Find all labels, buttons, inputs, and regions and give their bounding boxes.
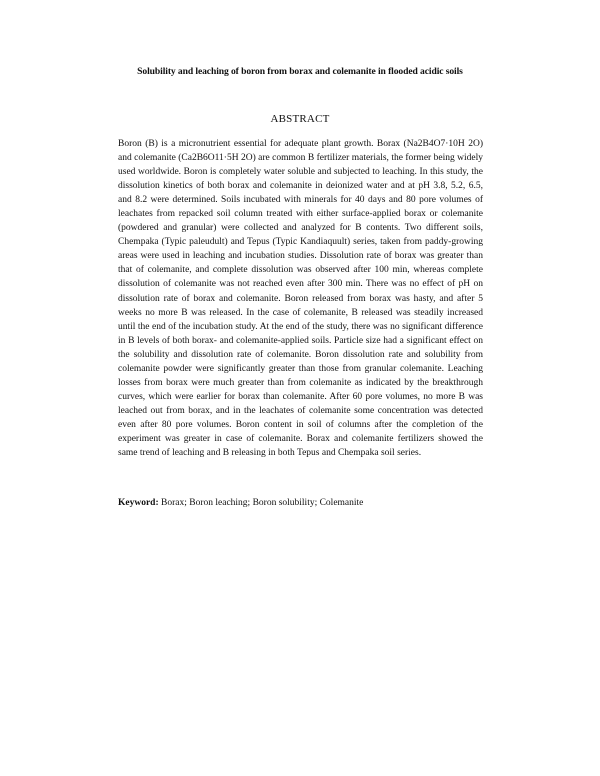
abstract-body: Boron (B) is a micronutrient essential for adequate plant growth. Borax (Na2B4O7·10H 2O) and colemanite (Ca2B6O11·5H 2O) are common B fertilizer materials, the former being widely used worldwide. Boron is completely water soluble and subjected to leaching. In this study, the dissolution kinetics of both borax and colemanite in deionized water and at pH 3.8, 5.2, 6.5, and 8.2 were determined. Soils incubated with minerals for 40 days and 80 pore volumes of leachates from repacked soil column treated with either surface-applied borax or colemanite (powdered and granular) were collected and analyzed for B contents. Two different soils, Chempaka (Typic paleudult) and Tepus (Typic Kandiaquult) series, taken from paddy-growing areas were used in leaching and incubation studies. Dissolution rate of borax was greater than that of colemanite, and complete dissolution was observed after 100 min, whereas complete dissolution of colemanite was not reached even after 300 min. There was no effect of pH on dissolution rate of borax and colemanite. Boron released from borax was hasty, and after 5 weeks no more B was released. In the case of colemanite, B released was steadily increased until the end of the incubation study. At the end of the study, there was no significant difference in B levels of both borax- and colemanite-applied soils. Particle size had a significant effect on the solubility and dissolution rate of colemanite. Boron dissolution rate and solubility from colemanite powder were significantly greater than those from granular colemanite. Leaching losses from borax were much greater than from colemanite as indicated by the breakthrough curves, which were earlier for borax than colemanite. After 60 pore volumes, no more B was leached out from borax, and in the leachates of colemanite some concentration was detected even after 80 pore volumes. Boron content in soil of columns after the completion of the experiment was greater in case of colemanite. Borax and colemanite fertilizers showed the same trend of leaching and B releasing in both Tepus and Chempaka soil series.	[118, 139, 483, 459]
keywords-line	[118, 496, 488, 510]
keywords-text: Borax; Boron leaching; Boron solubility; Colemanite	[158, 498, 364, 508]
keywords-label: Keyword:	[118, 498, 159, 508]
abstract-heading: ABSTRACT	[270, 113, 330, 125]
paper-title: Solubility and leaching of boron from borax and colemanite in flooded acidic soils	[137, 66, 463, 77]
